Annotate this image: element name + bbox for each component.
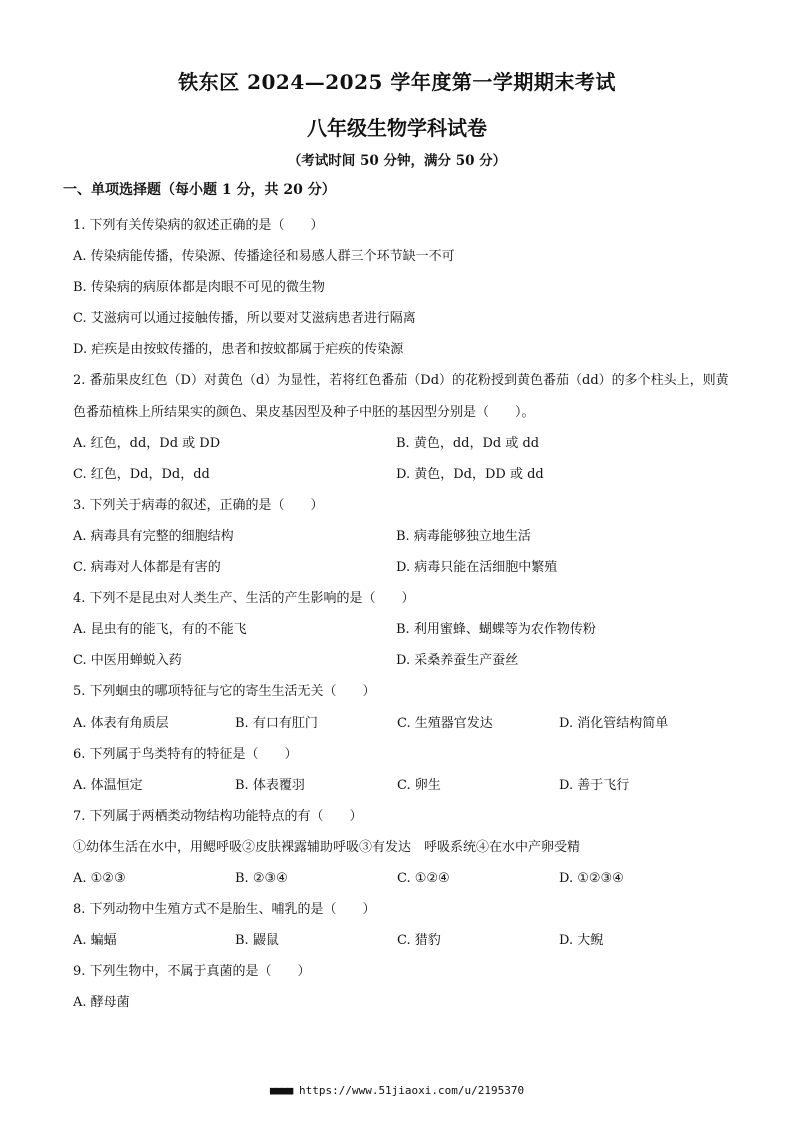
option-6a: A. 体温恒定 [73,777,143,793]
question-statements-7: ①幼体生活在水中，用鳃呼吸②皮肤裸露辅助呼吸③有发达 呼吸系统④在水中产卵受精 [73,839,581,855]
option-row [73,770,733,801]
option-4d: D. 采桑养蚕生产蚕丝 [396,653,519,669]
footer-prefix: ■■■■ [269,1084,293,1097]
option-3b: B. 病毒能够独立地生活 [396,528,531,544]
page-footer [0,1084,794,1097]
option-5d: D. 消化管结构简单 [559,715,669,731]
option-7d: D. ①②③④ [559,870,624,886]
question-stem-7: 7. 下列属于两栖类动物结构功能特点的有（ ） [73,808,363,824]
exam-title: 铁东区 2024—2025 学年度第一学期期末考试 [178,70,616,94]
question-stem-1: 1. 下列有关传染病的叙述正确的是（ ） [73,218,324,233]
option-6d: D. 善于飞行 [559,777,630,793]
option-1c: C. 艾滋病可以通过接触传播，所以要对艾滋病患者进行隔离 [73,311,416,327]
option-2d: D. 黄色，Dd，DD 或 dd [396,466,544,482]
option-3d: D. 病毒只能在活细胞中繁殖 [396,560,558,576]
option-3c: C. 病毒对人体都是有害的 [73,560,221,576]
option-4a: A. 昆虫有的能飞，有的不能飞 [73,622,247,638]
option-row [73,645,733,676]
exam-note: （考试时间 50 分钟，满分 50 分） [287,153,507,169]
option-2c: C. 红色，Dd，Dd，dd [73,466,210,482]
option-row [73,459,733,490]
question-list [73,210,733,1018]
footer-url[interactable]: https://www.51jiaoxi.com/u/2195370 [298,1084,525,1097]
option-row [73,708,733,739]
option-7c: C. ①②④ [397,870,450,886]
option-2a: A. 红色，dd，Dd 或 DD [73,435,221,451]
question-stem-4: 4. 下列不是昆虫对人类生产、生活的产生影响的是（ ） [73,591,415,607]
option-row [73,863,733,894]
option-row [73,614,733,645]
question-stem-3: 3. 下列关于病毒的叙述，正确的是（ ） [73,497,324,513]
option-4b: B. 利用蜜蜂、蝴蝶等为农作物传粉 [396,622,596,638]
option-row [73,521,733,552]
option-8d: D. 大鲵 [559,933,604,949]
question-stem-8: 8. 下列动物中生殖方式不是胎生、哺乳的是（ ） [73,902,376,918]
option-9a: A. 酵母菌 [73,995,130,1011]
option-6b: B. 体表覆羽 [235,777,305,793]
option-5a: A. 体表有角质层 [73,715,169,731]
question-stem-6: 6. 下列属于鸟类特有的特征是（ ） [73,746,298,762]
option-8b: B. 鼹鼠 [235,933,279,949]
option-row [73,925,733,956]
option-row [73,428,733,459]
option-8c: C. 猎豹 [397,933,441,949]
option-5c: C. 生殖器官发达 [397,715,493,731]
option-7b: B. ②③④ [235,870,288,886]
option-4c: C. 中医用蝉蜕入药 [73,653,182,669]
option-2b: B. 黄色，dd，Dd 或 dd [396,435,540,451]
question-stem-5: 5. 下列蛔虫的哪项特征与它的寄生生活无关（ ） [73,684,376,700]
section-heading: 一、单项选择题（每小题 1 分，共 20 分） [63,182,336,198]
option-row [73,552,733,583]
option-1b: B. 传染病的病原体都是肉眼不可见的微生物 [73,280,325,296]
option-3a: A. 病毒具有完整的细胞结构 [73,528,234,544]
option-8a: A. 蝙蝠 [73,933,117,949]
question-stem-2: 2. 番茄果皮红色（D）对黄色（d）为显性，若将红色番茄（Dd）的花粉授到黄色番茄（dd）的多个柱头上，则黄色番茄植株上所结果实的颜色、果皮基因型及种子中胚的基因型分别是（ ）。 [73,373,729,420]
option-1d: D. 疟疾是由按蚊传播的，患者和按蚊都属于疟疾的传染源 [73,342,404,358]
option-6c: C. 卵生 [397,777,441,793]
option-1a: A. 传染病能传播，传染源、传播途径和易感人群三个环节缺一不可 [73,249,455,265]
exam-subject: 八年级生物学科试卷 [307,116,487,140]
option-5b: B. 有口有肛门 [235,715,318,731]
question-stem-9: 9. 下列生物中，不属于真菌的是（ ） [73,964,311,980]
option-7a: A. ①②③ [73,870,126,886]
